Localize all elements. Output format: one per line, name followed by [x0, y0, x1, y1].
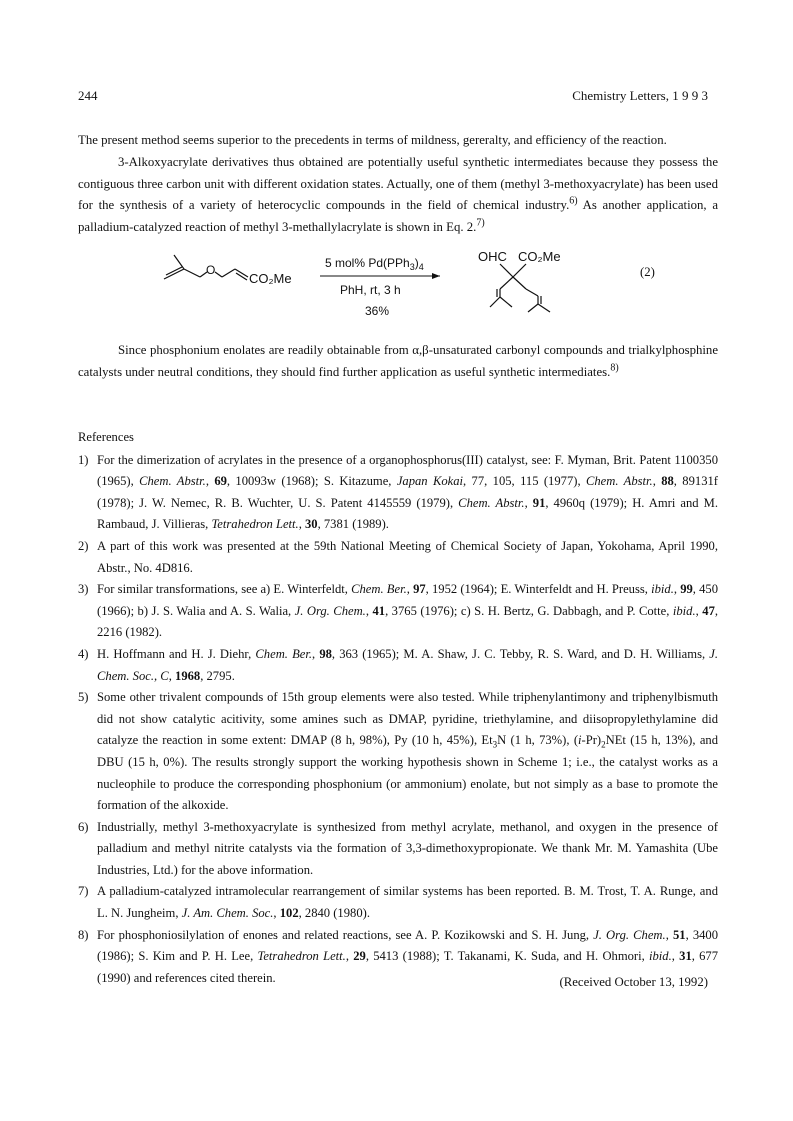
- page-number: 244: [78, 88, 98, 103]
- equation-number: (2): [640, 265, 655, 279]
- reference-number: 6): [78, 819, 89, 834]
- reaction-equation: [160, 245, 720, 325]
- citation-marker: 8): [610, 362, 619, 374]
- reference-number: 5): [78, 690, 89, 705]
- reference-text: Industrially, methyl 3-methoxyacrylate is synthesized from methyl acrylate, methanol, and oxygen in the presence of palladium and methyl nitrite catalysts via the formation of 3,3-dimethoxypropionate. We thank Mr. M. Yamashita (Ube Industries, Ltd.) for the above information.: [97, 819, 718, 877]
- paragraph: [78, 152, 718, 239]
- references-heading: References: [78, 430, 134, 444]
- reference-item: [78, 817, 718, 882]
- reference-number: 2): [78, 538, 89, 553]
- reference-number: 7): [78, 884, 89, 899]
- reference-number: 4): [78, 646, 89, 661]
- running-header: [78, 88, 708, 108]
- arrow-head-icon: [432, 273, 440, 279]
- paragraph: [78, 340, 718, 384]
- reference-item: [78, 536, 718, 579]
- paragraph-text: 3-Alkoxyacrylate derivatives thus obtained are potentially useful synthetic intermediates because they possess the contiguous three carbon unit with different oxidation states. Actually, one of them (methyl 3-methoxyacrylate) has been used for the synthesis of a variety of heterocyclic compounds in the field of chemical industry.: [78, 154, 718, 213]
- journal-title: Chemistry Letters, 1 9 9 3: [572, 88, 708, 103]
- reactant-ester-label: CO₂Me: [249, 271, 292, 286]
- reaction-scheme-svg: [160, 245, 720, 325]
- reagent-label: 5 mol% $Pd(PPh_3)_4$: [325, 256, 424, 272]
- reference-item: 3) For similar transformations, see a) E. Winterfeldt, Chem. Ber., 97, 1952 (1964); E. Winterfeldt and H. Preuss, ibid., 99, 450 (1966); b) J. S. Walia and A. S. Walia, J. Org. Chem., 41, 3765 (1976); c) S. H. Bertz, G. Dabbagh, and P. Cotte, ibid., 47, 2216 (1982).: [78, 579, 718, 644]
- paragraph-text: Since phosphonium enolates are readily obtainable from α,β-unsaturated carbonyl compounds and trialkylphosphine catalysts under neutral conditions, they should find further application as useful synthetic intermediates.: [78, 343, 718, 379]
- body-paragraph-2: [78, 340, 718, 384]
- yield-label: 36%: [365, 304, 390, 318]
- reference-number: 3): [78, 582, 89, 597]
- reference-item: 8) For phosphoniosilylation of enones and related reactions, see A. P. Kozikowski and S. H. Jung, J. Org. Chem., 51, 3400 (1986); S. Kim and P. H. Lee, Tetrahedron Lett., 29, 5413 (1988); T. Takanami, K. Suda, and H. Ohmori, ibid., 31, 677 (1990) and references cited therein.: [78, 925, 718, 990]
- reference-item: 4) H. Hoffmann and H. J. Diehr, Chem. Ber., 98, 363 (1965); M. A. Shaw, J. C. Tebby, R. S. Ward, and D. H. Williams, J. Chem. Soc., C, 1968, 2795.: [78, 644, 718, 687]
- received-date: (Received October 13, 1992): [559, 975, 708, 989]
- paragraph-line: The present method seems superior to the precedents in terms of mildness, gereralty, and efficiency of the reaction.: [78, 133, 667, 147]
- reference-text: A part of this work was presented at the 59th National Meeting of Chemical Society of Japan, Yokohama, April 1990, Abstr., No. 4D816.: [97, 538, 718, 575]
- reference-item: 7) A palladium-catalyzed intramolecular rearrangement of similar systems has been reported. B. M. Trost, T. A. Runge, and L. N. Jungheim, J. Am. Chem. Soc., 102, 2840 (1980).: [78, 881, 718, 924]
- ether-oxygen-label: O: [206, 263, 216, 277]
- conditions-label: PhH, rt, 3 h: [340, 283, 401, 297]
- product-structure: [490, 264, 550, 312]
- reference-number: 8): [78, 927, 89, 942]
- reference-item: 1) For the dimerization of acrylates in the presence of a organophosphorus(III) catalyst, see: F. Myman, Brit. Patent 1100350 (1965), Chem. Abstr., 69, 10093w (1968); S. Kitazume, Japan Kokai, 77, 105, 115 (1977), Chem. Abstr., 88, 89131f (1978); J. W. Nemec, R. B. Wuchter, U. S. Patent 4145559 (1979), Chem. Abstr., 91, 4960q (1979); H. Amri and M. Rambaud, J. Villieras, Tetrahedron Lett., 30, 7381 (1989).: [78, 450, 718, 536]
- reference-item: 5) Some other trivalent compounds of 15th group elements were also tested. While triphenylantimony and triphenylbismuth did not show catalytic acitivity, some amines such as DMAP, pyridine, triethylamine, and diisopropylethylamine did catalyze the reaction in some extent: DMAP (8 h, 98%), Py (10 h, 45%), $Et_3N$ (1 h, 73%), $(i-Pr)_2NEt$ (15 h, 13%), and DBU (15 h, 0%). The results strongly support the working hypothesis shown in Scheme 1; i.e., the catalyst works as a nucleophile to produce the corresponding phosphonium (or ammonium) enolate, but not simply as a base to promote the formation of the alkoxide.: [78, 687, 718, 817]
- citation-marker: 7): [476, 217, 485, 229]
- reference-number: 1): [78, 452, 89, 467]
- paragraph-text: As another application, a palladium-catalyzed reaction of methyl 3-methallylacrylate is shown in Eq. 2.: [78, 198, 718, 235]
- product-ester-label: CO₂Me: [518, 249, 561, 264]
- product-aldehyde-label: OHC: [478, 249, 507, 264]
- references-section: [78, 427, 718, 989]
- body-paragraph-1: [78, 130, 718, 239]
- citation-marker: 6): [569, 196, 578, 208]
